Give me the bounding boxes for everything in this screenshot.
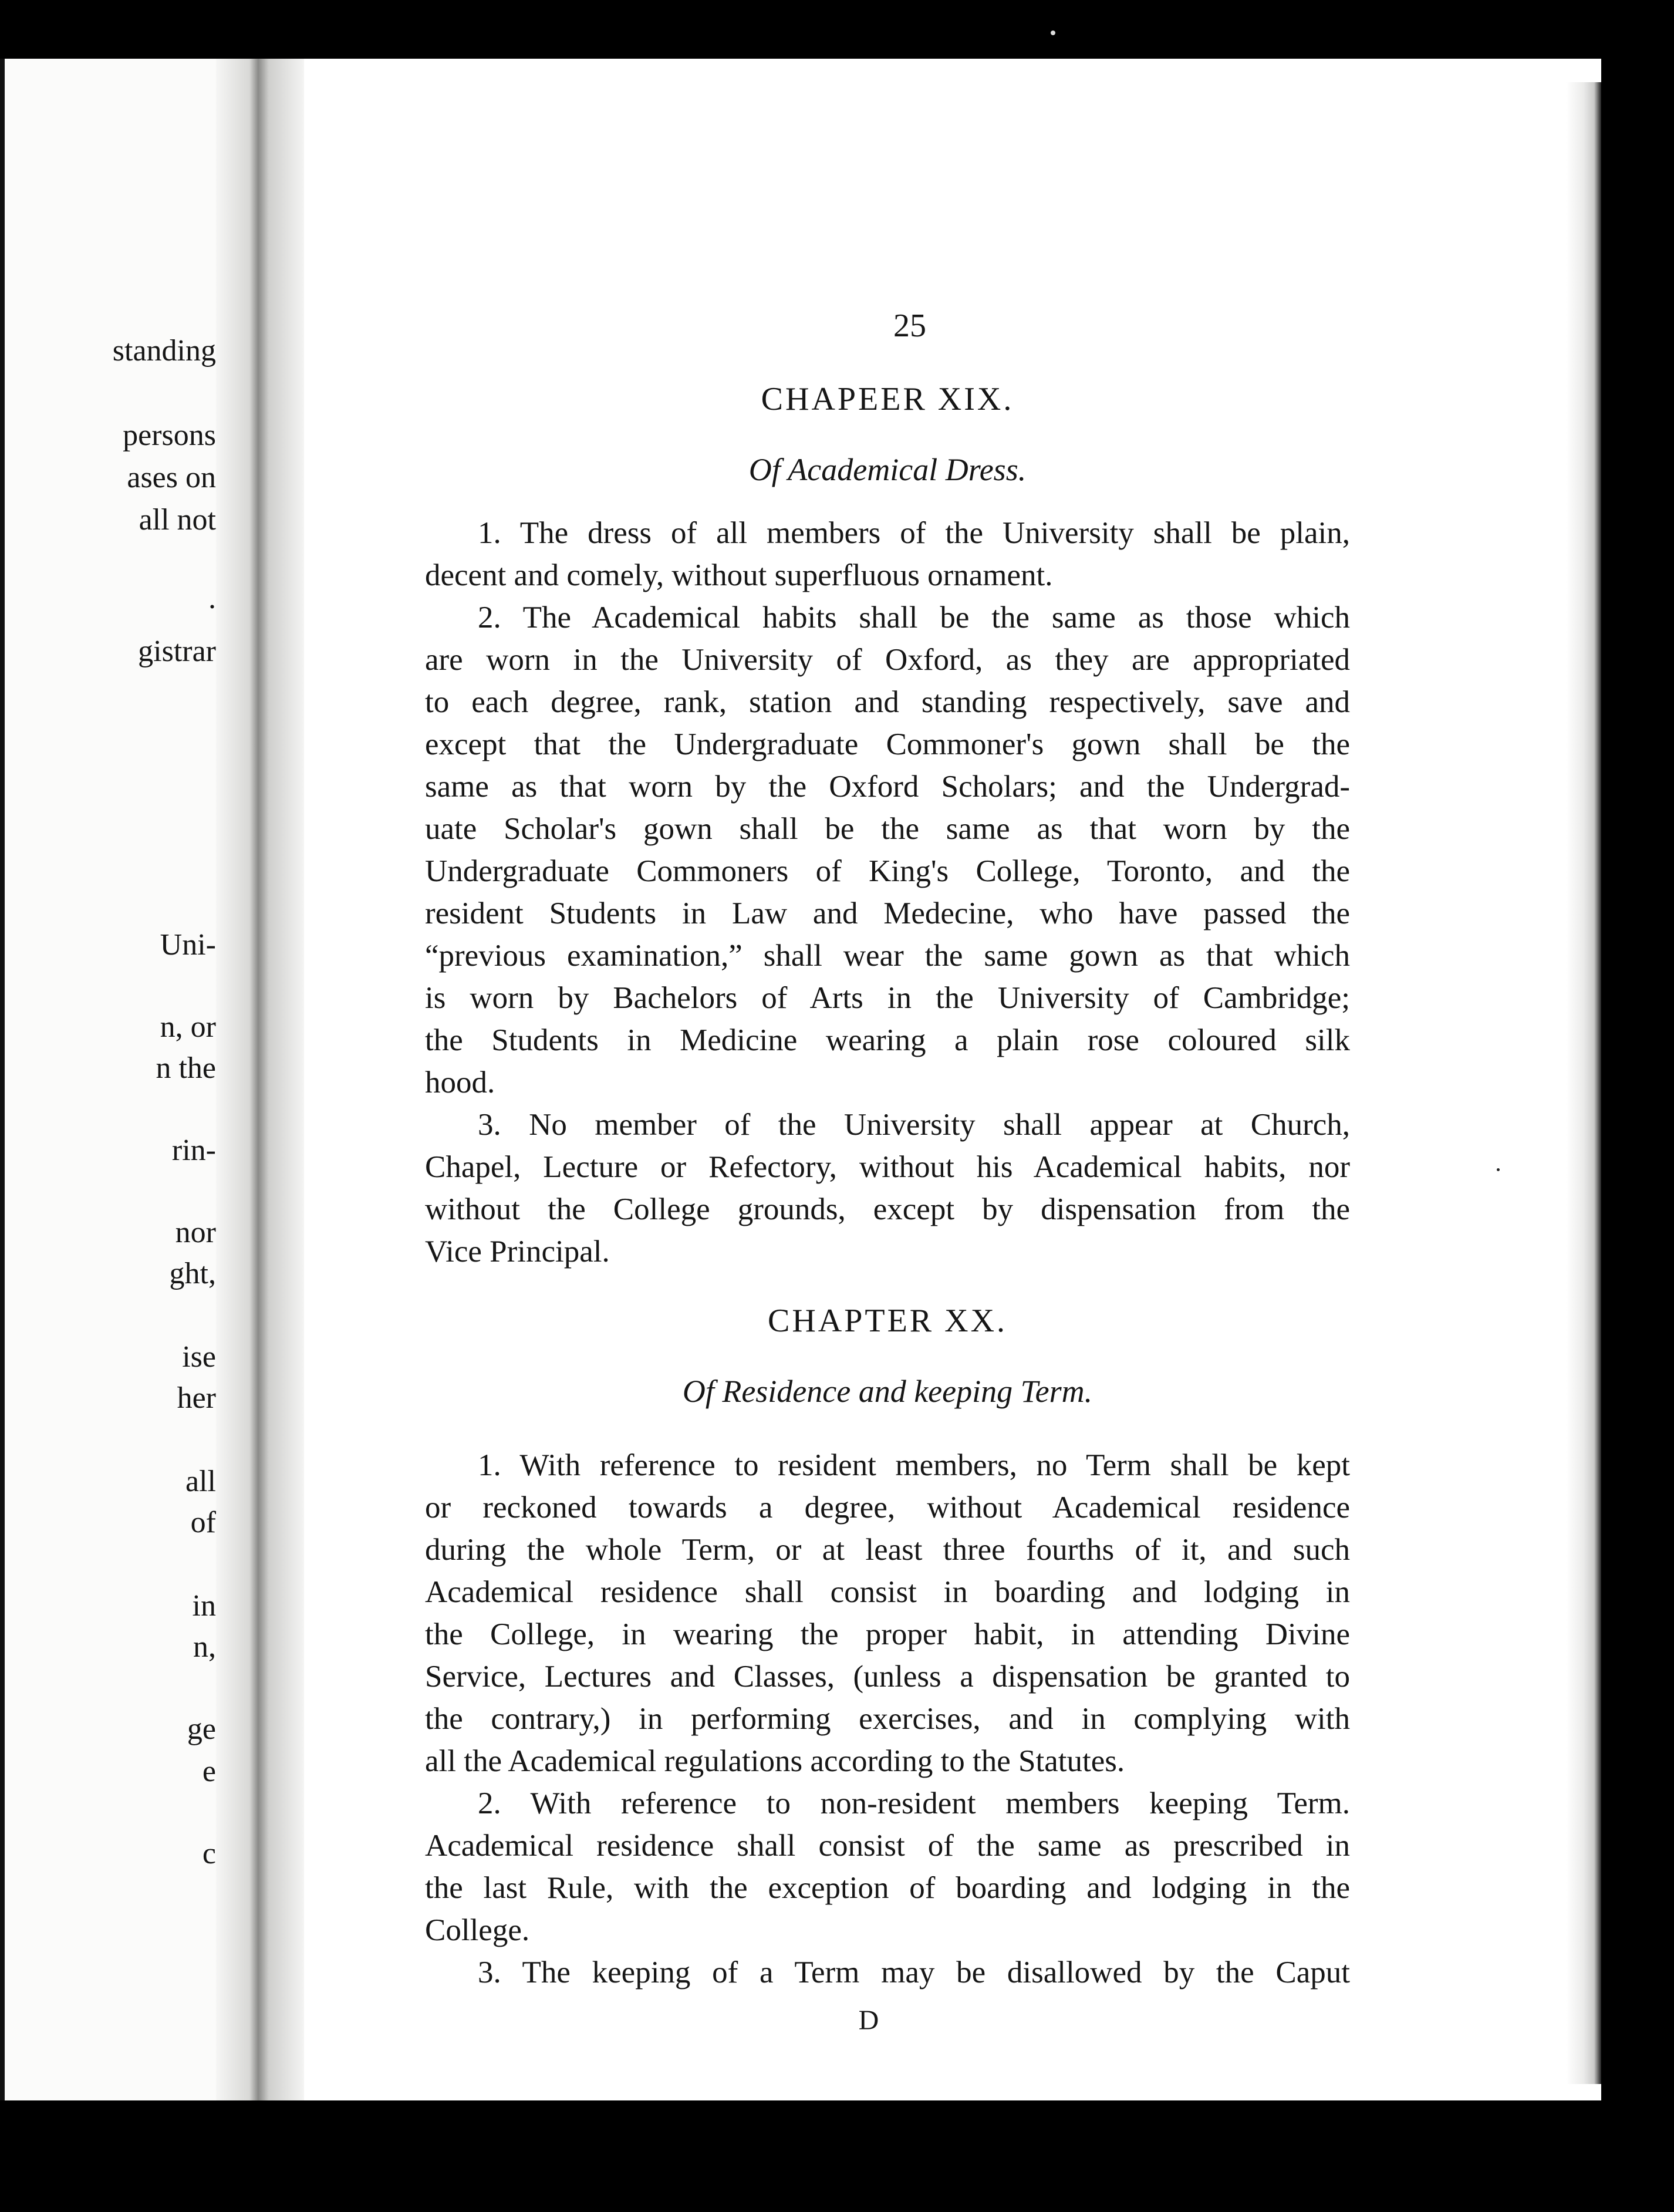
page-number: 25: [893, 308, 926, 344]
book-gutter: [216, 59, 304, 2100]
facing-line: ases on: [127, 461, 216, 494]
text-line: 3. No member of the University shall appear at Church,: [478, 1108, 1350, 1142]
text-line: except that the Undergraduate Commoner's gown shall be the: [425, 727, 1350, 761]
text-line: “previous examination,” shall wear the same gown as that which: [425, 939, 1350, 973]
text-line: same as that worn by the Oxford Scholars; and the Undergrad-: [425, 770, 1350, 804]
facing-line: nor: [175, 1216, 216, 1249]
text-line: the last Rule, with the exception of boarding and lodging in the: [425, 1871, 1350, 1905]
text-line: to each degree, rank, station and standing respectively, save and: [425, 685, 1350, 719]
facing-line: in: [192, 1589, 216, 1623]
facing-line: her: [177, 1381, 216, 1415]
facing-line: rin-: [171, 1134, 216, 1167]
facing-line: n, or: [160, 1010, 216, 1044]
facing-line: ght,: [169, 1257, 216, 1290]
text-line: 2. The Academical habits shall be the same as those which: [478, 601, 1350, 635]
scan-border-bottom: [0, 2100, 1674, 2212]
text-line: 2. With reference to non-resident members keeping Term.: [478, 1786, 1350, 1820]
facing-line: .: [208, 582, 216, 615]
text-line: or reckoned towards a degree, without Academical residence: [425, 1491, 1350, 1525]
scan-speck: [1051, 31, 1055, 35]
text-line: resident Students in Law and Medecine, who have passed the: [425, 896, 1350, 930]
page-edge-shadow: [1566, 82, 1601, 2084]
scan-border-right: [1601, 0, 1674, 2212]
text-line: Chapel, Lecture or Refectory, without his Academical habits, nor: [425, 1150, 1350, 1184]
text-line: Academical residence shall consist in boarding and lodging in: [425, 1575, 1350, 1609]
text-line: decent and comely, without superfluous ornament.: [425, 558, 1053, 592]
facing-line: ise: [182, 1340, 216, 1374]
facing-line: gistrar: [138, 635, 216, 668]
text-line: Academical residence shall consist of the same as prescribed in: [425, 1829, 1350, 1863]
text-line: is worn by Bachelors of Arts in the University of Cambridge;: [425, 981, 1350, 1015]
text-line: 1. With reference to resident members, no Term shall be kept: [478, 1448, 1350, 1482]
facing-line: c: [202, 1837, 216, 1870]
text-line: 1. The dress of all members of the University shall be plain,: [478, 516, 1350, 550]
chapter-xix-heading: CHAPEER XIX.: [761, 381, 1014, 417]
scan-border-left: [0, 59, 5, 2100]
text-line: 3. The keeping of a Term may be disallowed by the Caput: [478, 1955, 1350, 1990]
facing-line: persons: [123, 419, 216, 452]
text-line: hood.: [425, 1065, 495, 1100]
text-line: are worn in the University of Oxford, as they are appropriated: [425, 643, 1350, 677]
text-line: Undergraduate Commoners of King's College, Toronto, and the: [425, 854, 1350, 888]
facing-page-text: [5, 59, 216, 2100]
facing-line: all not: [139, 503, 216, 537]
facing-line: standing: [112, 334, 216, 367]
text-line: Vice Principal.: [425, 1235, 610, 1269]
text-line: the College, in wearing the proper habit, in attending Divine: [425, 1617, 1350, 1651]
chapter-xix-subtitle: Of Academical Dress.: [748, 452, 1027, 487]
scan-border-top: [0, 0, 1674, 59]
text-line: the Students in Medicine wearing a plain rose coloured silk: [425, 1023, 1350, 1057]
facing-line: all: [185, 1465, 216, 1498]
chapter-xx-heading: CHAPTER XX.: [767, 1303, 1008, 1339]
chapter-xx-subtitle: Of Residence and keeping Term.: [682, 1374, 1093, 1409]
text-line: without the College grounds, except by dispensation from the: [425, 1192, 1350, 1226]
facing-line: ge: [187, 1712, 216, 1746]
facing-line: n,: [193, 1630, 216, 1664]
text-line: College.: [425, 1913, 530, 1947]
text-line: during the whole Term, or at least three fourths of it, and such: [425, 1533, 1350, 1567]
facing-line: of: [190, 1506, 216, 1539]
facing-line: e: [202, 1755, 216, 1788]
facing-line: n the: [156, 1051, 216, 1085]
text-line: Service, Lectures and Classes, (unless a dispensation be granted to: [425, 1660, 1350, 1694]
text-line: uate Scholar's gown shall be the same as that worn by the: [425, 812, 1350, 846]
text-line: the contrary,) in performing exercises, and in complying with: [425, 1702, 1350, 1736]
signature-mark: D: [858, 2005, 879, 2036]
scan-speck: [1497, 1168, 1500, 1171]
text-line: all the Academical regulations according to the Statutes.: [425, 1744, 1125, 1778]
facing-line: Uni-: [160, 928, 216, 962]
